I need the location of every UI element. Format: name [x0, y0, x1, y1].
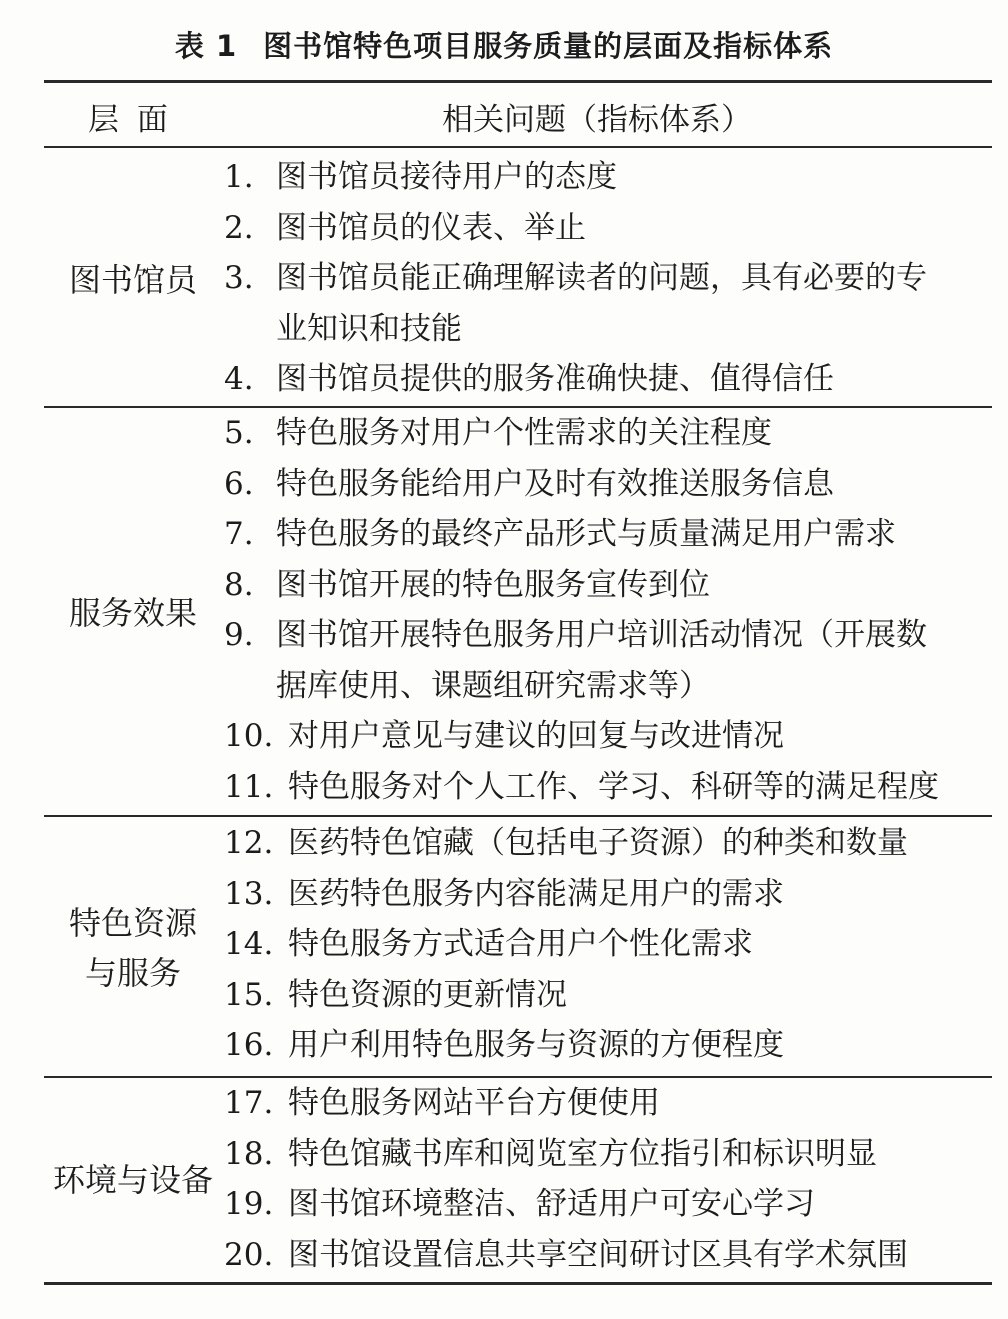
item-text: 特色服务的最终产品形式与质量满足用户需求 [276, 516, 896, 552]
table-section [44, 152, 992, 408]
item-number: 6. [224, 465, 254, 502]
table-caption-title: 图书馆特色项目服务质量的层面及指标体系 [263, 29, 834, 63]
item-number: 13. [224, 875, 274, 912]
item-text: 图书馆员接待用户的态度 [276, 159, 617, 195]
category-label: 服务效果 [68, 594, 197, 632]
header-level: 层 面 [88, 102, 172, 138]
table-caption [0, 24, 1008, 65]
item-text: 特色馆藏书库和阅览室方位指引和标识明显 [288, 1135, 877, 1172]
indicator-item [224, 970, 992, 1021]
item-text: 医药特色馆藏（包括电子资源）的种类和数量 [288, 825, 908, 861]
item-number: 4. [224, 361, 254, 397]
item-text: 图书馆设置信息共享空间研讨区具有学术氛围 [288, 1236, 908, 1273]
table-caption-label: 表 1 [174, 29, 238, 63]
indicator-item [224, 762, 992, 813]
item-list [224, 408, 992, 812]
indicator-item [224, 711, 992, 762]
item-text: 业知识和技能 [276, 310, 462, 347]
item-list [224, 1078, 992, 1280]
item-number: 12. [224, 825, 274, 861]
item-number: 18. [224, 1135, 274, 1172]
item-text: 据库使用、课题组研究需求等） [276, 667, 710, 704]
item-number: 10. [224, 718, 274, 754]
item-list [224, 818, 992, 1071]
indicator-item [224, 253, 992, 354]
indicator-item [224, 509, 992, 560]
item-text: 图书馆员的仪表、举止 [276, 209, 586, 246]
item-number: 2. [224, 209, 254, 246]
item-text: 医药特色服务内容能满足用户的需求 [288, 875, 784, 912]
category-label: 环境与设备 [52, 1161, 213, 1199]
indicator-item [224, 818, 992, 869]
item-number: 16. [224, 1027, 274, 1063]
item-number: 1. [224, 159, 254, 195]
item-number: 5. [224, 415, 254, 451]
indicator-item [224, 152, 992, 203]
item-text: 特色资源的更新情况 [288, 976, 567, 1013]
category-service-effect [44, 408, 222, 818]
header-rule [44, 146, 992, 148]
item-number: 15. [224, 976, 274, 1013]
category-environment [44, 1078, 222, 1282]
item-list [224, 152, 992, 405]
item-text: 图书馆开展的特色服务宣传到位 [276, 566, 710, 603]
item-text: 特色服务对用户个性需求的关注程度 [276, 415, 772, 451]
item-text: 图书馆开展特色服务用户培训活动情况（开展数 [276, 617, 927, 653]
header-questions: 相关问题（指标体系） [442, 102, 752, 138]
category-resources-services [44, 818, 222, 1078]
indicator-item [224, 1020, 992, 1071]
item-number: 7. [224, 516, 254, 552]
indicator-item [224, 1129, 992, 1180]
table-section [44, 1078, 992, 1282]
item-text: 图书馆环境整洁、舒适用户可安心学习 [288, 1186, 815, 1222]
table-section [44, 818, 992, 1078]
item-number: 9. [224, 617, 254, 653]
item-text: 特色服务能给用户及时有效推送服务信息 [276, 465, 834, 502]
indicator-item [224, 203, 992, 254]
item-number: 19. [224, 1186, 274, 1222]
indicator-item [224, 1179, 992, 1230]
item-text: 图书馆员提供的服务准确快捷、值得信任 [276, 361, 834, 397]
table-bottom-rule [44, 1282, 992, 1285]
section-divider [44, 815, 992, 817]
indicator-item [224, 869, 992, 920]
category-label: 特色资源 [68, 904, 197, 942]
item-number: 17. [224, 1085, 274, 1121]
indicator-item [224, 1078, 992, 1129]
item-number: 3. [224, 260, 254, 296]
item-text: 对用户意见与建议的回复与改进情况 [288, 718, 784, 754]
item-number: 8. [224, 566, 254, 603]
indicator-item [224, 560, 992, 611]
indicator-item [224, 610, 992, 711]
item-number: 20. [224, 1236, 274, 1273]
category-label: 与服务 [84, 954, 181, 992]
item-text: 特色服务网站平台方便使用 [288, 1085, 660, 1121]
category-label: 图书馆员 [68, 261, 197, 299]
category-librarian [44, 152, 222, 408]
item-text: 特色服务方式适合用户个性化需求 [288, 926, 753, 962]
indicator-item [224, 354, 992, 405]
table-top-rule [44, 80, 992, 83]
item-text: 图书馆员能正确理解读者的问题，具有必要的专 [276, 260, 927, 296]
indicator-item [224, 919, 992, 970]
item-text: 特色服务对个人工作、学习、科研等的满足程度 [288, 768, 939, 805]
item-number: 14. [224, 926, 274, 962]
table-section [44, 408, 992, 818]
indicator-item [224, 1230, 992, 1281]
item-text: 用户利用特色服务与资源的方便程度 [288, 1027, 784, 1063]
indicator-item [224, 408, 992, 459]
indicator-item [224, 459, 992, 510]
item-number: 11. [224, 768, 274, 805]
